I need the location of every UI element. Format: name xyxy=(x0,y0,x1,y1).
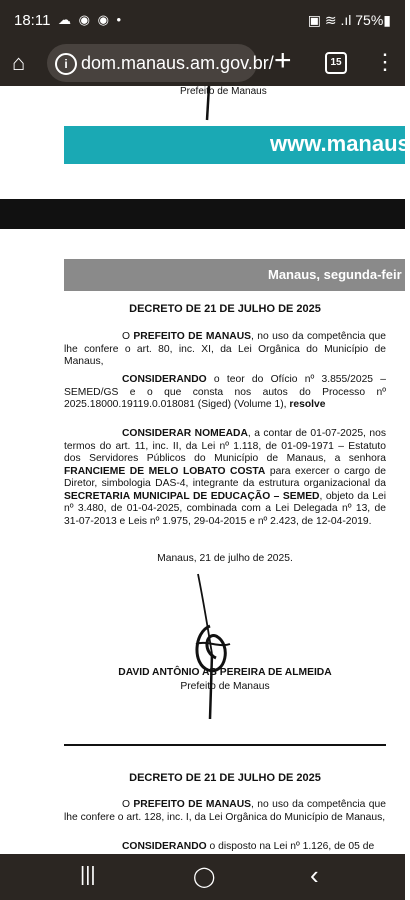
document-viewport[interactable] xyxy=(0,86,410,854)
signature-mark-top xyxy=(195,86,225,126)
signer-name: DAVID ANTÔNIO AB PEREIRA DE ALMEIDA xyxy=(118,667,332,678)
url-text[interactable]: dom.manaus.am.gov.br/ xyxy=(81,53,274,73)
tab-switcher-button[interactable]: 15 xyxy=(325,52,347,74)
place-date: Manaus, 21 de julho de 2025. xyxy=(157,553,293,564)
site-banner xyxy=(64,126,410,164)
decree-title: DECRETO DE 21 DE JULHO DE 2025 xyxy=(129,303,321,315)
decree2-paragraph-2: CONSIDERANDO o disposto na Lei nº 1.126, de 05 de xyxy=(122,841,375,852)
home-button[interactable]: ◯ xyxy=(193,866,216,888)
info-icon[interactable]: i xyxy=(55,53,77,75)
top-caption: Prefeito de Manaus xyxy=(180,86,267,97)
date-header-bar xyxy=(64,259,405,291)
black-band xyxy=(0,199,405,229)
decree-paragraph-2: CONSIDERANDO o teor do Ofício nº 3.855/2025 – SEMED/GS e o que consta nos autos do Processo nº 2025.18000.19119.0.018081 (Siged) (Volume 1), resolve xyxy=(64,374,386,410)
notification-icons: ☁ ◉ ◉ • xyxy=(58,12,124,27)
decree-paragraph-3: CONSIDERAR NOMEADA, a contar de 01-07-2025, nos termos do art. 11, inc. II, da Lei nº 1.118, de 01-09-1971 – Estatuto dos Servidores Públicos do Município de Manaus, a senhora FRANCIEME DE MELO LOBATO COSTA para exercer o cargo de Diretor, simbologia DAS-4, integrante da estrutura organizacional da SECRETARIA MUNICIPAL DE EDUCAÇÃO – SEMED, objeto da Lei nº 3.480, de 01-04-2025, combinada com a Lei Delegada nº 13, de 31-07-2013 e Leis nº 1.975, 29-04-2015 e nº 2.423, de 12-04-2019. xyxy=(64,428,387,527)
system-status-icons: ▣ ≋ .ıl 75%▮ xyxy=(307,12,391,28)
new-tab-icon[interactable]: + xyxy=(274,44,292,77)
menu-icon[interactable]: ⋮ xyxy=(374,49,396,74)
browser-toolbar xyxy=(0,40,405,86)
banner-text: www.manaus xyxy=(270,131,410,156)
address-bar[interactable] xyxy=(47,44,274,82)
signature-mark xyxy=(186,574,246,724)
decree-paragraph-1: O PREFEITO DE MANAUS, no uso da competência que lhe confere o art. 80, inc. XI, da Lei Orgânica do Município de Manaus, xyxy=(64,331,386,367)
decree-title-2: DECRETO DE 21 DE JULHO DE 2025 xyxy=(129,772,321,784)
section-divider xyxy=(64,744,386,746)
date-header: Manaus, segunda-feir xyxy=(268,267,402,282)
signer-role: Prefeito de Manaus xyxy=(180,681,270,692)
back-button[interactable]: ‹ xyxy=(310,860,319,890)
home-icon[interactable]: ⌂ xyxy=(12,50,26,75)
decree2-paragraph-1: O PREFEITO DE MANAUS, no uso da competência que lhe confere o art. 128, inc. I, da Lei Orgânica do Município de Manaus, xyxy=(64,799,386,823)
recents-button[interactable]: ||| xyxy=(80,864,96,886)
system-nav-bar xyxy=(0,854,405,900)
status-bar xyxy=(0,0,405,40)
status-time: 18:11 xyxy=(14,12,51,29)
